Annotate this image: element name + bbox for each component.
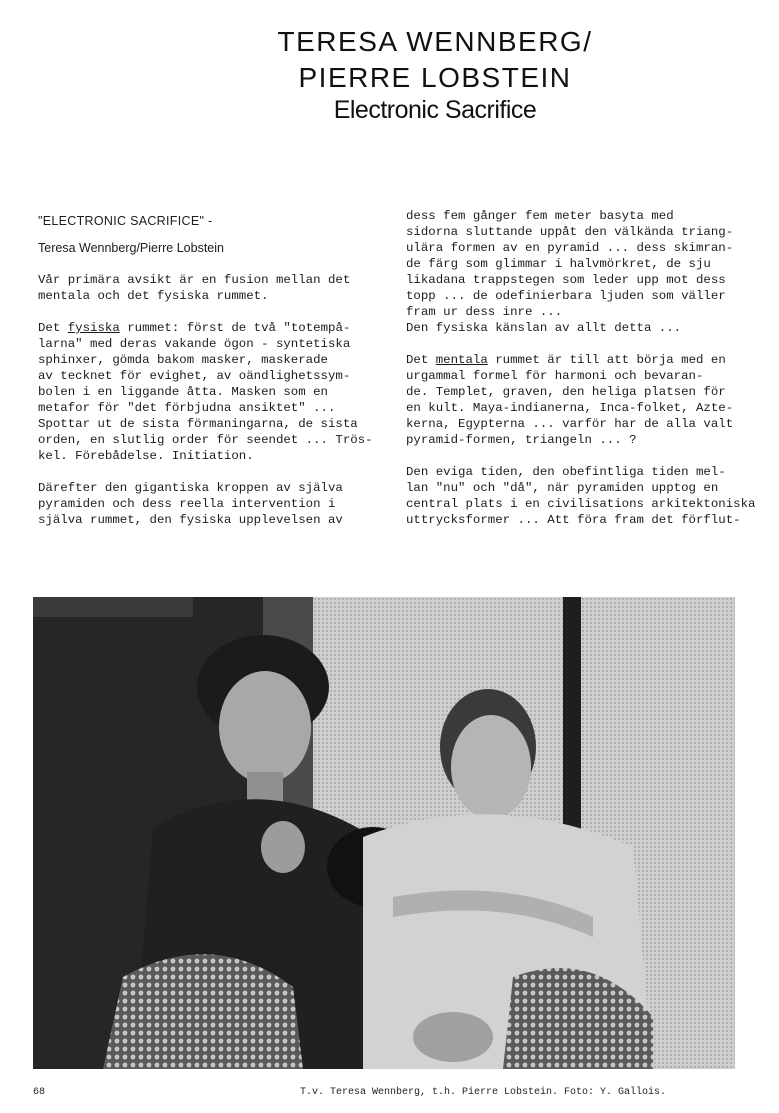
text-line: Den eviga tiden, den obefintliga tiden mel- — [406, 465, 726, 479]
right-column — [406, 208, 756, 544]
article-subtitle: Electronic Sacrifice — [333, 96, 537, 124]
text-line: bolen i en liggande åtta. Masken som en — [38, 385, 328, 399]
text-line: central plats i en civilisations arkitektoniska — [406, 497, 756, 511]
underlined-word: fysiska — [67, 321, 120, 335]
text-line: kerna, Egypterna ... varför har de alla valt — [406, 417, 734, 431]
text-line: Spottar ut de sista förmaningarna, de sista — [38, 417, 358, 431]
section-heading: "ELECTRONIC SACRIFICE" - — [38, 214, 213, 228]
text-line: Den fysiska känslan av allt detta ... — [406, 321, 682, 335]
artist-photo — [33, 597, 735, 1069]
text-line: sidorna sluttande uppåt den välkända triang- — [406, 225, 734, 239]
underlined-word: mentala — [435, 353, 488, 367]
text-line: pyramiden och dess reella intervention i — [38, 497, 336, 511]
text-line: Vår primära avsikt är en fusion mellan det — [38, 273, 351, 287]
article-title — [200, 24, 670, 96]
text-line: metafor för "det förbjudna ansiktet" ... — [38, 401, 336, 415]
text-line: fram ur dess inre ... — [406, 305, 563, 319]
text-line: Därefter den gigantiska kroppen av själva — [38, 481, 343, 495]
paragraph-pyramid — [38, 480, 356, 528]
text-fragment: Det — [38, 321, 68, 335]
byline: Teresa Wennberg/Pierre Lobstein — [38, 241, 224, 255]
paragraph-intro — [38, 272, 356, 304]
text-line: av tecknet för evighet, av oändlighetssym- — [38, 369, 351, 383]
left-column — [38, 213, 373, 544]
text-line: topp ... de odefinierbara ljuden som väller — [406, 289, 726, 303]
text-line: urgammal formel för harmoni och bevaran- — [406, 369, 704, 383]
text-line: de färg som glimmar i halvmörkret, de sju — [406, 257, 711, 271]
paragraph-physical — [38, 320, 373, 464]
photo-illustration — [33, 597, 735, 1069]
text-line: lan "nu" och "då", när pyramiden upptog en — [406, 481, 719, 495]
text-line: uttrycksformer ... Att föra fram det förflut- — [406, 513, 741, 527]
text-line: en kult. Maya-indianerna, Inca-folket, Azte- — [406, 401, 734, 415]
text-line: pyramid-formen, triangeln ... ? — [406, 433, 637, 447]
text-fragment: rummet: först de två "totempå- — [119, 321, 351, 335]
text-line — [406, 352, 724, 368]
text-line: orden, en slutlig order för seendet ... Trös- — [38, 433, 373, 447]
text-fragment: rummet är till att börja med en — [487, 353, 726, 367]
title-line-2: PIERRE LOBSTEIN — [298, 62, 572, 93]
text-line: kel. Förebådelse. Initiation. — [38, 449, 254, 463]
text-fragment: Det — [406, 353, 436, 367]
page-number: 68 — [33, 1087, 46, 1098]
text-line: de. Templet, graven, den heliga platsen för — [406, 385, 726, 399]
text-line: ulära formen av en pyramid ... dess skimran- — [406, 241, 734, 255]
text-line: likadana trappstegen som leder upp mot dess — [406, 273, 726, 287]
paragraph-time — [406, 464, 756, 528]
text-line: larna" med deras vakande ögon - syntetiska — [38, 337, 351, 351]
text-line: sphinxer, gömda bakom masker, maskerade — [38, 353, 328, 367]
paragraph-base — [406, 208, 734, 336]
text-line: dess fem gånger fem meter basyta med — [406, 209, 674, 223]
paragraph-mental — [406, 352, 734, 448]
text-line — [38, 320, 356, 336]
text-line: själva rummet, den fysiska upplevelsen av — [38, 513, 343, 527]
text-line: mentala och det fysiska rummet. — [38, 289, 269, 303]
photo-caption: T.v. Teresa Wennberg, t.h. Pierre Lobstein. Foto: Y. Gallois. — [300, 1087, 667, 1098]
title-line-1: TERESA WENNBERG/ — [277, 26, 593, 57]
